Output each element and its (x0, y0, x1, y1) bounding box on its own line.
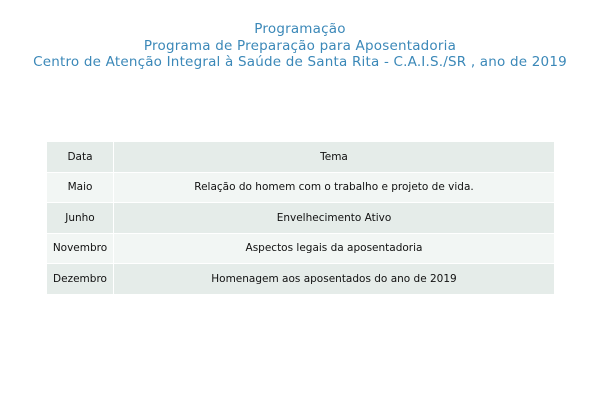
header-theme: Tema (114, 142, 555, 172)
table-row (47, 203, 554, 234)
row-theme: Homenagem aos aposentados do ano de 2019 (114, 264, 555, 295)
title-line-program-name: Programa de Preparação para Aposentadoria (143, 37, 457, 54)
title-line-programacao: Programação (254, 21, 346, 37)
slide-title (30, 21, 570, 71)
row-date: Novembro (47, 233, 114, 264)
table-header-row (47, 142, 554, 172)
row-theme: Aspectos legais da aposentadoria (114, 233, 555, 264)
row-date: Dezembro (47, 264, 114, 295)
row-theme: Envelhecimento Ativo (114, 203, 555, 234)
program-schedule-table (47, 142, 554, 295)
row-date: Junho (47, 203, 114, 234)
header-date: Data (47, 142, 114, 172)
table-row (47, 264, 554, 295)
title-line-center-name: Centro de Atenção Integral à Saúde de Santa Rita - C.A.I.S./SR , ano de 2019 (33, 54, 567, 70)
table-row (47, 233, 554, 264)
table-row (47, 172, 554, 203)
row-theme: Relação do homem com o trabalho e projeto de vida. (114, 172, 555, 203)
row-date: Maio (47, 172, 114, 203)
